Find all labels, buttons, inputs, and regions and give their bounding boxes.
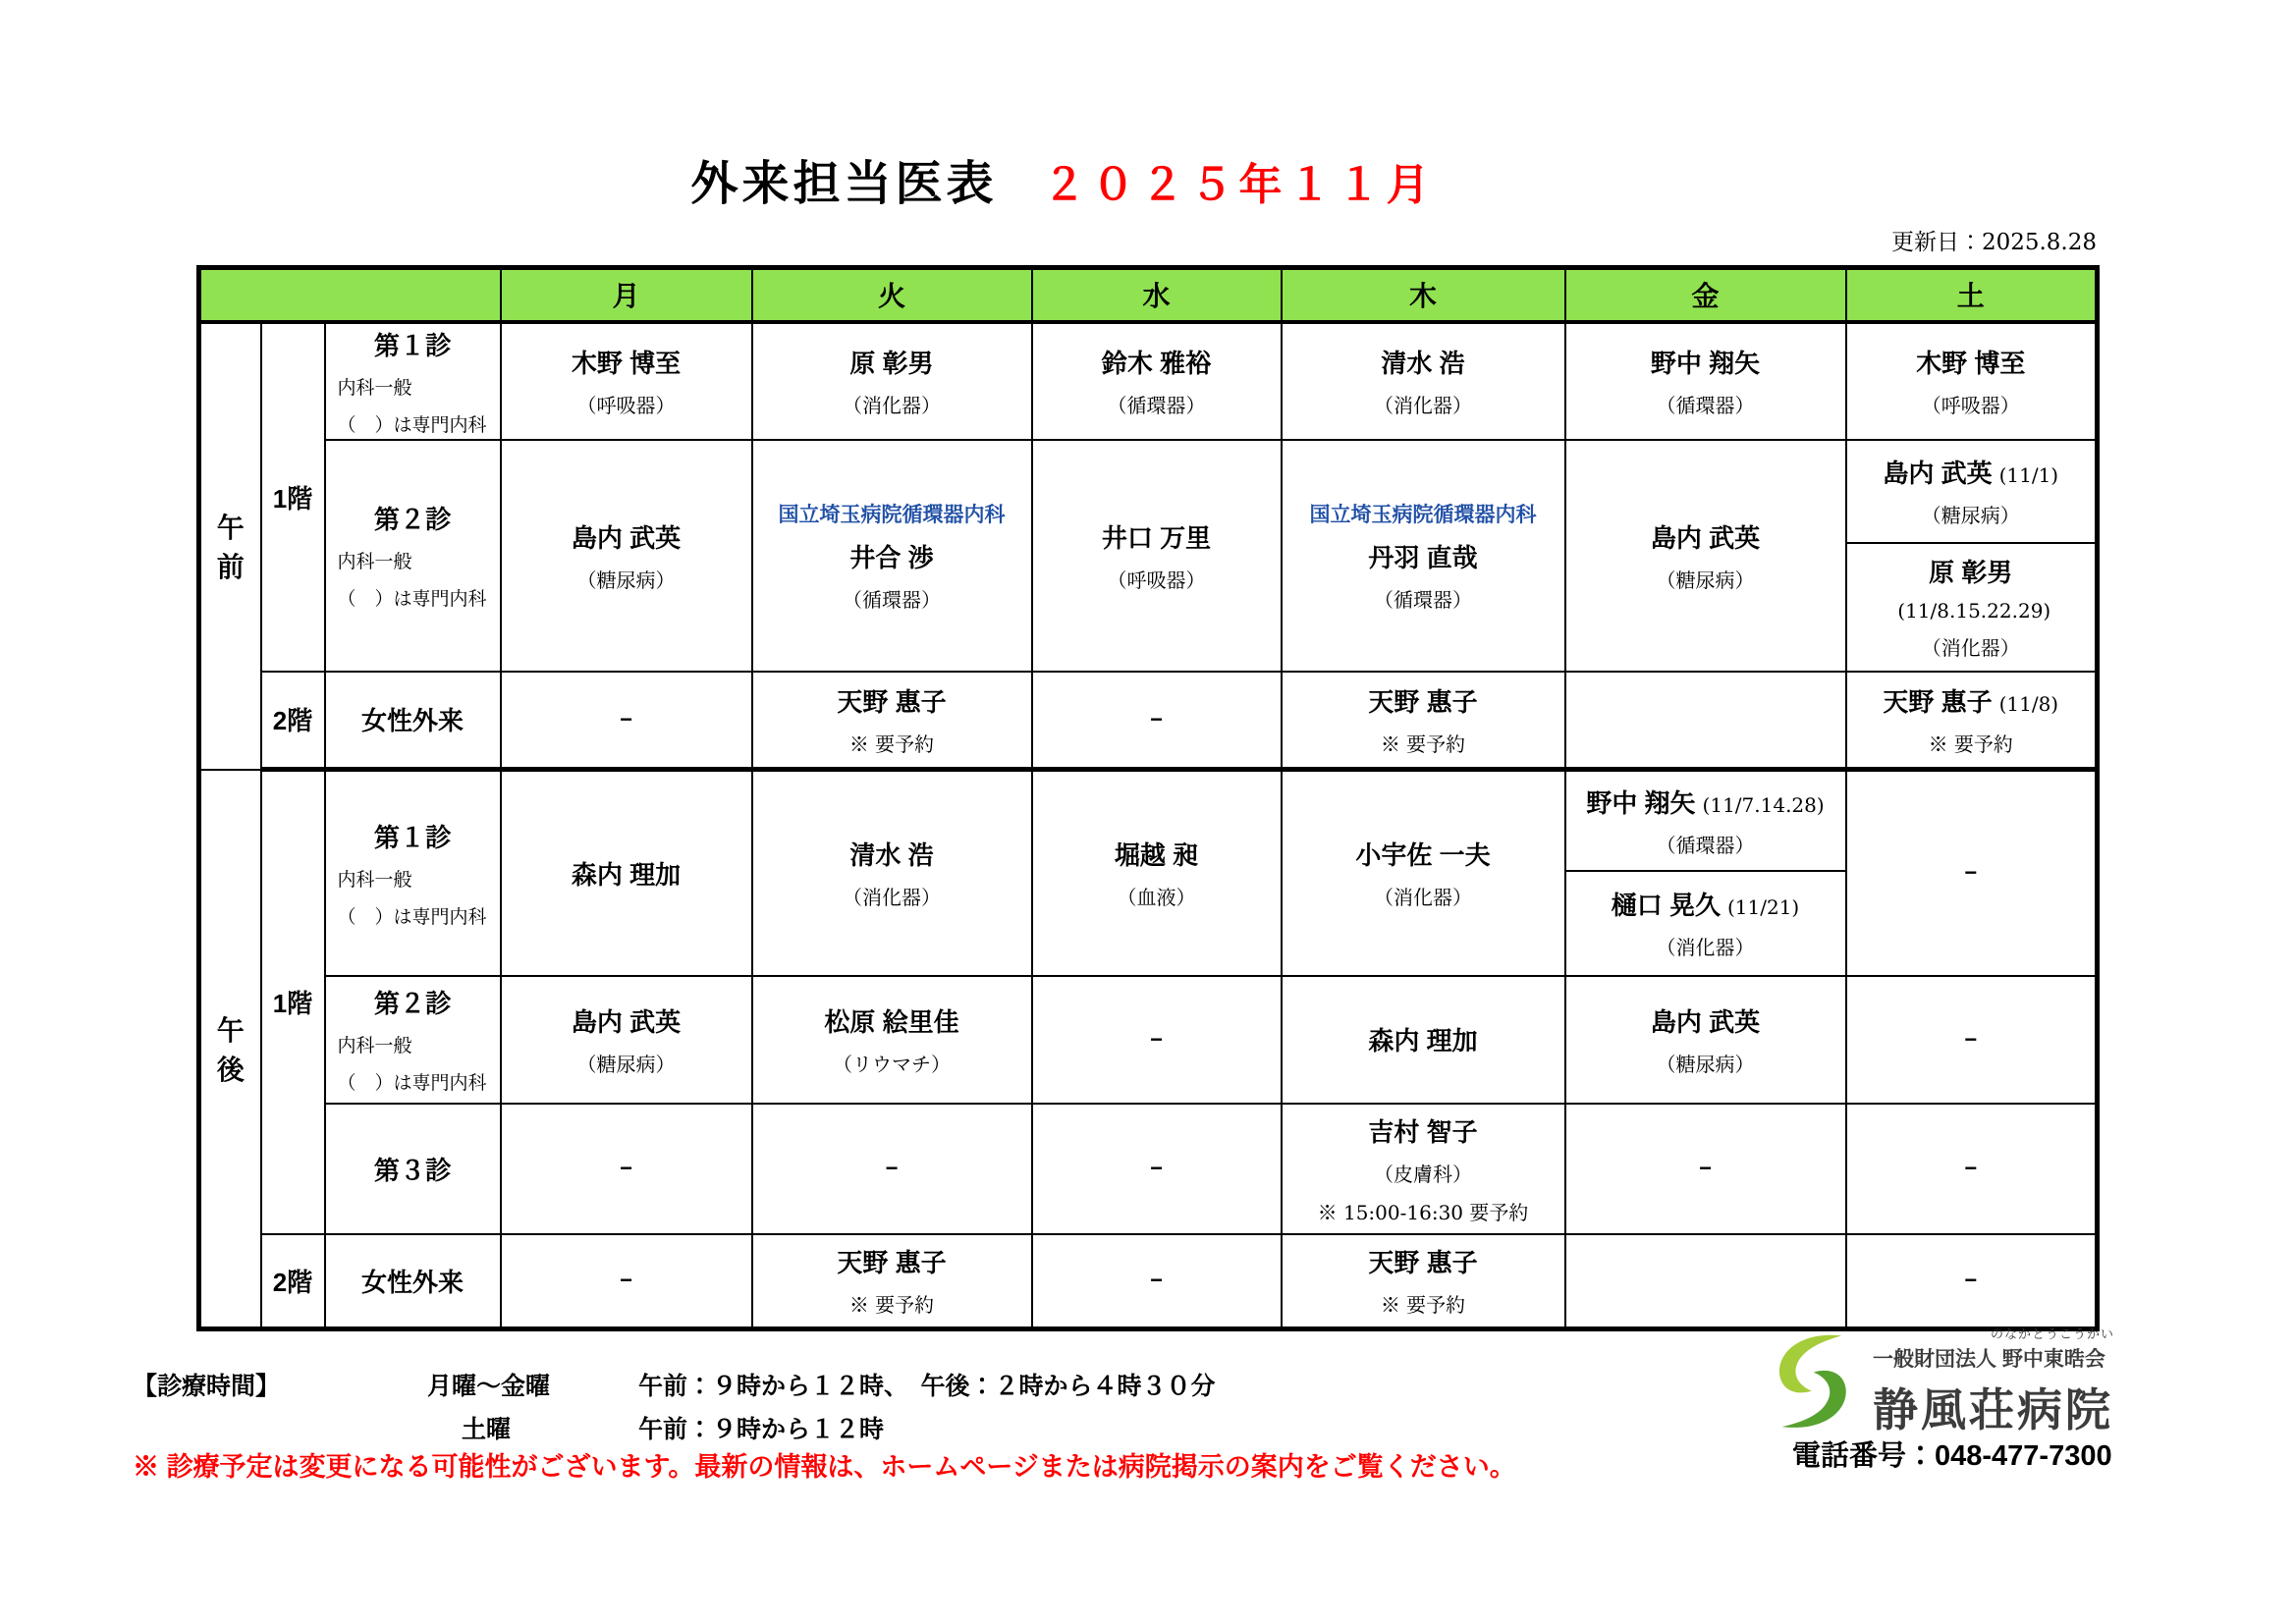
floor-2f-am-label: 2階: [261, 672, 325, 770]
referral-note: 国立埼玉病院循環器内科: [778, 503, 1006, 526]
row-pm-room1: [199, 770, 2098, 871]
cell-am-women-tue: 天野 惠子 ※ 要予約: [752, 672, 1032, 770]
day-header-fri: 金: [1565, 268, 1846, 322]
weekday-hours: 午前：９時から１２時、 午後：２時から４時３０分: [638, 1373, 1216, 1400]
row-pm-room3: [199, 1104, 2098, 1234]
room1-sub1: 内科一般: [337, 868, 412, 891]
cell-pm-room2-fri: 島内 武英 （糖尿病）: [1565, 976, 1846, 1104]
cell-am-room2-thu: 国立埼玉病院循環器内科 丹羽 直哉 （循環器）: [1282, 440, 1565, 672]
cell-pm-room1-thu: 小宇佐 一夫 （消化器）: [1282, 770, 1565, 976]
room3-label: 第３診: [325, 1104, 501, 1234]
row-am-room2: [199, 440, 2098, 543]
cell-am-room2-fri: 島内 武英 （糖尿病）: [1565, 440, 1846, 672]
cell-pm-room3-fri: −: [1565, 1104, 1846, 1234]
foundation-name: 一般財団法人 野中東晧会: [1873, 1348, 2105, 1371]
room1-sub2: （ ）は専門内科: [337, 413, 487, 436]
doctor-schedule-table: [196, 265, 2100, 1331]
cell-pm-room1-wed: 堀越 昶 （血液）: [1032, 770, 1282, 976]
cell-pm-women-wed: −: [1032, 1234, 1282, 1329]
cell-pm-room1-fri-bottom: 樋口 晃久 (11/21) （消化器）: [1565, 871, 1846, 976]
cell-am-room1-sat: 木野 博至 （呼吸器）: [1846, 322, 2098, 440]
clinic-hours: [133, 1367, 1360, 1445]
room1-name: 第１診: [373, 822, 451, 852]
cell-am-room2-tue: 国立埼玉病院循環器内科 井合 渉 （循環器）: [752, 440, 1032, 672]
room2-name: 第２診: [373, 505, 451, 534]
cell-pm-room2-sat: −: [1846, 976, 2098, 1104]
room2-name: 第２診: [373, 989, 451, 1018]
weekday-label: 月曜～金曜: [427, 1373, 551, 1400]
change-notice: ※ 診療予定は変更になる可能性がございます。最新の情報は、ホームページまたは病院掲示の案内をご覧ください。: [133, 1452, 1516, 1482]
title-text: 外来担当医表: [690, 158, 998, 210]
cell-pm-room2-tue: 松原 絵里佳 （リウマチ）: [752, 976, 1032, 1104]
day-header-wed: 水: [1032, 268, 1282, 322]
room2-sub2: （ ）は専門内科: [337, 588, 487, 610]
room1-sub2: （ ）は専門内科: [337, 905, 487, 928]
cell-am-room1-wed: 鈴木 雅裕 （循環器）: [1032, 322, 1282, 440]
hours-label: 【診療時間】: [133, 1373, 281, 1400]
row-am-women: [199, 672, 2098, 770]
saturday-hours: 午前：９時から１２時: [638, 1416, 885, 1443]
cell-pm-room2-thu: 森内 理加: [1282, 976, 1565, 1104]
cell-pm-room3-mon: −: [501, 1104, 752, 1234]
cell-am-women-thu: 天野 惠子 ※ 要予約: [1282, 672, 1565, 770]
women-clinic-am-label: 女性外来: [325, 672, 501, 770]
room1-am-label: [325, 322, 501, 440]
cell-pm-room1-sat: −: [1846, 770, 2098, 976]
room1-pm-label: [325, 770, 501, 976]
cell-am-room2-wed: 井口 万里 （呼吸器）: [1032, 440, 1282, 672]
cell-pm-room2-mon: 島内 武英 （糖尿病）: [501, 976, 752, 1104]
room1-name: 第１診: [373, 330, 451, 360]
cell-am-women-fri: [1565, 672, 1846, 770]
cell-pm-room1-fri-top: 野中 翔矢 (11/7.14.28) （循環器）: [1565, 770, 1846, 871]
day-header-tue: 火: [752, 268, 1032, 322]
floor-2f-pm-label: 2階: [261, 1234, 325, 1329]
referral-note: 国立埼玉病院循環器内科: [1309, 503, 1537, 526]
cell-am-room1-fri: 野中 翔矢 （循環器）: [1565, 322, 1846, 440]
women-clinic-pm-label: 女性外来: [325, 1234, 501, 1329]
row-pm-women: [199, 1234, 2098, 1329]
room2-sub2: （ ）は専門内科: [337, 1072, 487, 1094]
cell-pm-women-thu: 天野 惠子 ※ 要予約: [1282, 1234, 1565, 1329]
cell-pm-women-tue: 天野 惠子 ※ 要予約: [752, 1234, 1032, 1329]
day-header-thu: 木: [1282, 268, 1565, 322]
page-title: [196, 145, 2097, 213]
cell-am-room2-sat-bottom: 原 彰男 (11/8.15.22.29) （消化器）: [1846, 543, 2098, 672]
row-pm-room2: [199, 976, 2098, 1104]
cell-am-women-mon: −: [501, 672, 752, 770]
room2-pm-label: [325, 976, 501, 1104]
header-corner-cell: [199, 268, 501, 322]
cell-pm-room3-tue: −: [752, 1104, 1032, 1234]
cell-am-room2-sat-top: 島内 武英 (11/1) （糖尿病）: [1846, 440, 2098, 543]
room2-sub1: 内科一般: [337, 551, 412, 572]
hospital-name: 静風荘病院: [1873, 1384, 2113, 1435]
cell-pm-women-sat: −: [1846, 1234, 2098, 1329]
title-month: ２０２５年１１月: [1042, 161, 1436, 209]
room2-sub1: 内科一般: [337, 1035, 412, 1056]
cell-pm-room1-tue: 清水 浩 （消化器）: [752, 770, 1032, 976]
day-header-mon: 月: [501, 268, 752, 322]
cell-am-room1-thu: 清水 浩 （消化器）: [1282, 322, 1565, 440]
cell-am-room2-mon: 島内 武英 （糖尿病）: [501, 440, 752, 672]
day-header-sat: 土: [1846, 268, 2098, 322]
saturday-label: 土曜: [462, 1416, 512, 1443]
phone-number: 電話番号：048-477-7300: [1792, 1440, 2112, 1472]
foundation-furigana: のなかとうこうかい: [1991, 1326, 2115, 1341]
day-header-row: [199, 268, 2098, 322]
row-am-room1: [199, 322, 2098, 440]
room2-am-label: [325, 440, 501, 672]
updated-date: 更新日：2025.8.28: [1890, 230, 2097, 255]
cell-am-women-sat: 天野 惠子 (11/8) ※ 要予約: [1846, 672, 2098, 770]
cell-am-room1-mon: 木野 博至 （呼吸器）: [501, 322, 752, 440]
cell-pm-women-fri: [1565, 1234, 1846, 1329]
cell-pm-room1-mon: 森内 理加: [501, 770, 752, 976]
cell-am-room1-tue: 原 彰男 （消化器）: [752, 322, 1032, 440]
cell-am-women-wed: −: [1032, 672, 1282, 770]
floor-1f-am-label: 1階: [261, 322, 325, 672]
cell-pm-room3-wed: −: [1032, 1104, 1282, 1234]
hospital-logo-icon: [1763, 1331, 1861, 1434]
period-pm-label: 午後: [199, 770, 261, 1329]
cell-pm-room3-sat: −: [1846, 1104, 2098, 1234]
floor-1f-pm-label: 1階: [261, 770, 325, 1234]
room1-sub1: 内科一般: [337, 376, 412, 399]
hospital-name-block: [1873, 1324, 2114, 1439]
cell-pm-room2-wed: −: [1032, 976, 1282, 1104]
cell-pm-women-mon: −: [501, 1234, 752, 1329]
period-am-label: 午前: [199, 322, 261, 770]
cell-pm-room3-thu: 吉村 智子 （皮膚科） ※ 15:00-16:30 要予約: [1282, 1104, 1565, 1234]
